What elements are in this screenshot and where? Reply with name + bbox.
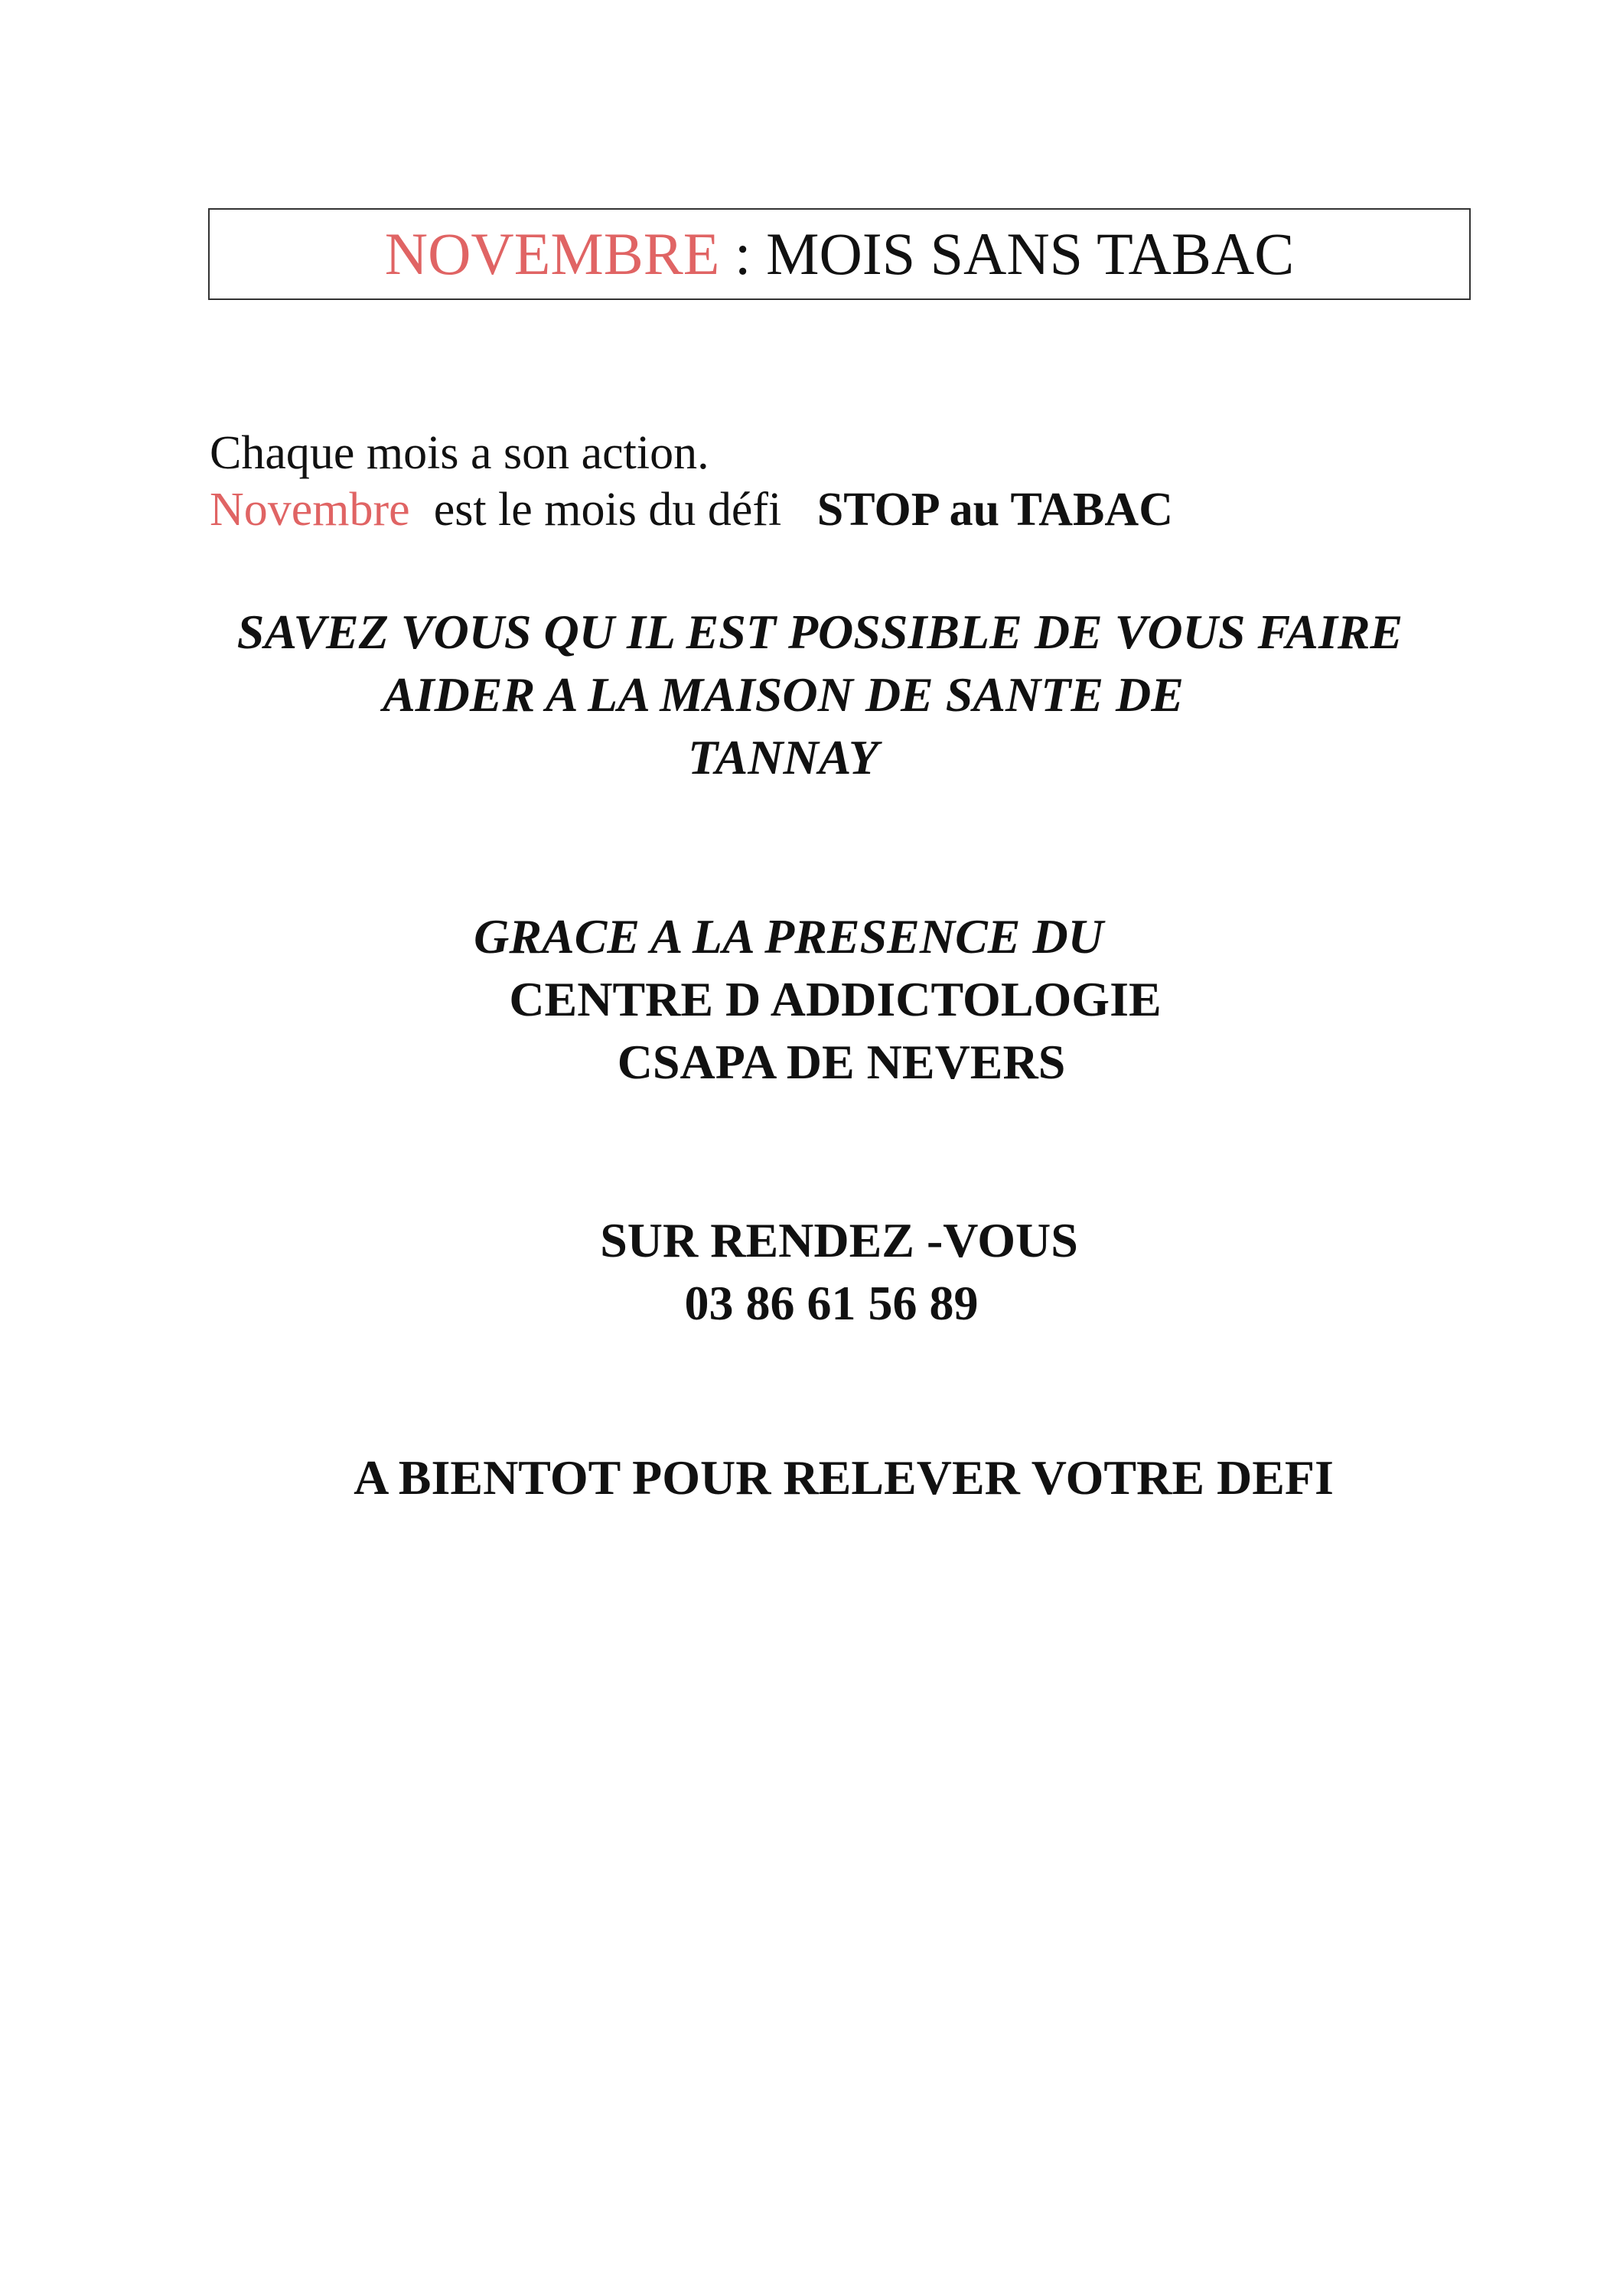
savez-line-2: AIDER A LA MAISON DE SANTE DE	[383, 667, 1184, 722]
closing-line: A BIENTOT POUR RELEVER VOTRE DEFI	[354, 1450, 1334, 1505]
savez-block	[0, 601, 1623, 789]
savez-line-3: TANNAY	[688, 730, 878, 784]
intro-line-1: Chaque mois a son action.	[210, 427, 709, 479]
title-box	[208, 208, 1471, 300]
title-month: NOVEMBRE	[384, 220, 720, 287]
grace-line-3: CSAPA DE NEVERS	[617, 1035, 1066, 1089]
intro-line-2	[210, 481, 1173, 538]
phone-number: 03 86 61 56 89	[684, 1276, 979, 1330]
intro-month: Novembre	[210, 484, 410, 536]
title-text: : MOIS SANS TABAC	[719, 220, 1295, 287]
grace-line-1: GRACE A LA PRESENCE DU	[474, 909, 1103, 964]
intro-emphasis: STOP au TABAC	[816, 484, 1173, 536]
appointment-label: SUR RENDEZ -VOUS	[600, 1213, 1078, 1267]
grace-line-2: CENTRE D ADDICTOLOGIE	[509, 972, 1162, 1026]
savez-line-1: SAVEZ VOUS QU IL EST POSSIBLE DE VOUS FAIRE	[236, 605, 1403, 659]
intro-paragraph	[210, 425, 1173, 538]
grace-block	[0, 905, 1623, 1094]
intro-middle: est le mois du défi	[409, 484, 817, 536]
appointment-block	[0, 1209, 1623, 1335]
